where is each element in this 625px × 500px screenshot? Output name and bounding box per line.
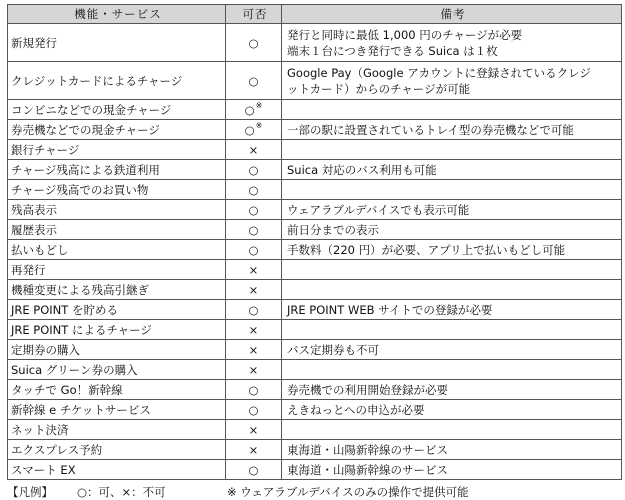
notes-line: ウェアラブルデバイスでも表示可能 [287, 202, 470, 217]
availability-symbol: ○ [248, 242, 259, 257]
availability-cell [226, 440, 282, 460]
availability-symbol: ○ [248, 222, 259, 237]
availability-cell [226, 240, 282, 260]
table-row [8, 260, 622, 280]
function-cell: 機種変更による残高引継ぎ [8, 280, 226, 300]
availability-symbol: ○ [248, 402, 259, 417]
notes-cell [282, 440, 622, 460]
feature-table-container [7, 4, 621, 480]
table-row [8, 440, 622, 460]
availability-symbol: × [248, 262, 259, 277]
function-cell: エクスプレス予約 [8, 440, 226, 460]
availability-symbol: ○ [244, 102, 255, 117]
notes-cell [282, 400, 622, 420]
availability-cell [226, 24, 282, 62]
notes-cell [282, 300, 622, 320]
feature-table [7, 4, 622, 480]
function-cell: チャージ残高でのお買い物 [8, 180, 226, 200]
notes-cell [282, 420, 622, 440]
availability-cell [226, 280, 282, 300]
notes-line: ットカード）からのチャージが可能 [287, 81, 471, 96]
availability-symbol: × [248, 362, 259, 377]
notes-line: Suica 対応のバス利用も可能 [287, 162, 437, 177]
function-cell: 払いもどし [8, 240, 226, 260]
notes-line: 端末１台につき発行できる Suica は１枚 [287, 43, 498, 58]
table-row [8, 360, 622, 380]
notes-cell [282, 24, 622, 62]
availability-cell [226, 340, 282, 360]
function-cell: JRE POINT を貯める [8, 300, 226, 320]
notes-line: JRE POINT WEB サイトでの登録が必要 [287, 302, 493, 317]
notes-cell [282, 120, 622, 140]
notes-line: 東海道・山陽新幹線のサービス [287, 442, 448, 457]
notes-line: 前日分までの表示 [287, 222, 379, 237]
table-row [8, 380, 622, 400]
table-row [8, 100, 622, 120]
function-cell: クレジットカードによるチャージ [8, 62, 226, 100]
table-row [8, 62, 622, 100]
function-cell: スマート EX [8, 460, 226, 480]
availability-symbol: ○ [248, 73, 259, 88]
table-row [8, 220, 622, 240]
availability-symbol: × [248, 282, 259, 297]
header-function: 機能・サービス [8, 5, 226, 24]
table-row [8, 24, 622, 62]
function-cell: 再発行 [8, 260, 226, 280]
availability-cell [226, 140, 282, 160]
availability-symbol: × [248, 142, 259, 157]
notes-cell [282, 100, 622, 120]
table-row [8, 180, 622, 200]
function-cell: 残高表示 [8, 200, 226, 220]
table-row [8, 240, 622, 260]
table-row [8, 280, 622, 300]
availability-cell [226, 260, 282, 280]
availability-symbol: ○ [248, 302, 259, 317]
availability-cell [226, 180, 282, 200]
table-row [8, 300, 622, 320]
legend-footnote: ※ ウェアラブルデバイスのみの操作で提供可能 [227, 485, 469, 499]
function-cell: 定期券の購入 [8, 340, 226, 360]
function-cell: 新規発行 [8, 24, 226, 62]
notes-cell [282, 140, 622, 160]
table-row [8, 400, 622, 420]
availability-symbol: ○ [248, 382, 259, 397]
notes-cell [282, 160, 622, 180]
notes-line: 手数料（220 円）が必要、アプリ上で払いもどし可能 [287, 242, 566, 257]
availability-cell [226, 460, 282, 480]
header-availability: 可否 [226, 5, 282, 24]
availability-symbol: ○ [248, 162, 259, 177]
function-cell: 履歴表示 [8, 220, 226, 240]
notes-cell [282, 320, 622, 340]
legend [7, 484, 469, 500]
function-cell: 新幹線 e チケットサービス [8, 400, 226, 420]
availability-symbol: × [248, 322, 259, 337]
table-row [8, 120, 622, 140]
notes-cell [282, 460, 622, 480]
table-row [8, 160, 622, 180]
availability-cell [226, 380, 282, 400]
notes-line: バス定期券も不可 [287, 342, 379, 357]
notes-cell [282, 340, 622, 360]
availability-cell [226, 320, 282, 340]
availability-cell [226, 420, 282, 440]
table-row [8, 320, 622, 340]
function-cell: コンビニなどでの現金チャージ [8, 100, 226, 120]
notes-cell [282, 280, 622, 300]
availability-symbol: × [248, 442, 259, 457]
notes-line: 券売機での利用開始登録が必要 [287, 382, 448, 397]
availability-symbol: × [248, 422, 259, 437]
legend-key: 【凡例】 [7, 485, 53, 499]
table-row [8, 420, 622, 440]
notes-cell [282, 200, 622, 220]
notes-line: 東海道・山陽新幹線のサービス [287, 462, 448, 477]
table-row [8, 340, 622, 360]
availability-symbol: ○ [248, 182, 259, 197]
footnote-mark: ※ [255, 120, 263, 130]
table-row [8, 200, 622, 220]
availability-symbol: ○ [248, 202, 259, 217]
notes-cell [282, 360, 622, 380]
table-body [8, 24, 622, 480]
availability-cell [226, 360, 282, 380]
availability-symbol: ○ [248, 462, 259, 477]
function-cell: JRE POINT によるチャージ [8, 320, 226, 340]
availability-cell [226, 400, 282, 420]
notes-line: えきねっとへの申込が必要 [287, 402, 425, 417]
notes-cell [282, 240, 622, 260]
notes-line: Google Pay（Google アカウントに登録されているクレジ [287, 65, 591, 80]
notes-line: 発行と同時に最低 1,000 円のチャージが必要 [287, 27, 523, 42]
notes-cell [282, 62, 622, 100]
table-row [8, 140, 622, 160]
availability-cell [226, 62, 282, 100]
notes-line: 一部の駅に設置されているトレイ型の券売機などで可能 [287, 122, 574, 137]
availability-cell [226, 220, 282, 240]
availability-symbol: × [248, 342, 259, 357]
function-cell: チャージ残高による鉄道利用 [8, 160, 226, 180]
notes-cell [282, 260, 622, 280]
function-cell: ネット決済 [8, 420, 226, 440]
footnote-mark: ※ [255, 100, 263, 110]
function-cell: 券売機などでの現金チャージ [8, 120, 226, 140]
availability-cell [226, 100, 282, 120]
availability-cell [226, 120, 282, 140]
availability-cell [226, 200, 282, 220]
notes-cell [282, 380, 622, 400]
header-notes: 備考 [282, 5, 622, 24]
function-cell: 銀行チャージ [8, 140, 226, 160]
notes-cell [282, 180, 622, 200]
legend-values: ○：可、×：不可 [77, 485, 166, 499]
availability-cell [226, 160, 282, 180]
notes-cell [282, 220, 622, 240]
availability-symbol: ○ [244, 122, 255, 137]
availability-symbol: ○ [248, 35, 259, 50]
function-cell: Suica グリーン券の購入 [8, 360, 226, 380]
availability-cell [226, 300, 282, 320]
function-cell: タッチで Go！新幹線 [8, 380, 226, 400]
table-header-row [8, 5, 622, 24]
table-row [8, 460, 622, 480]
